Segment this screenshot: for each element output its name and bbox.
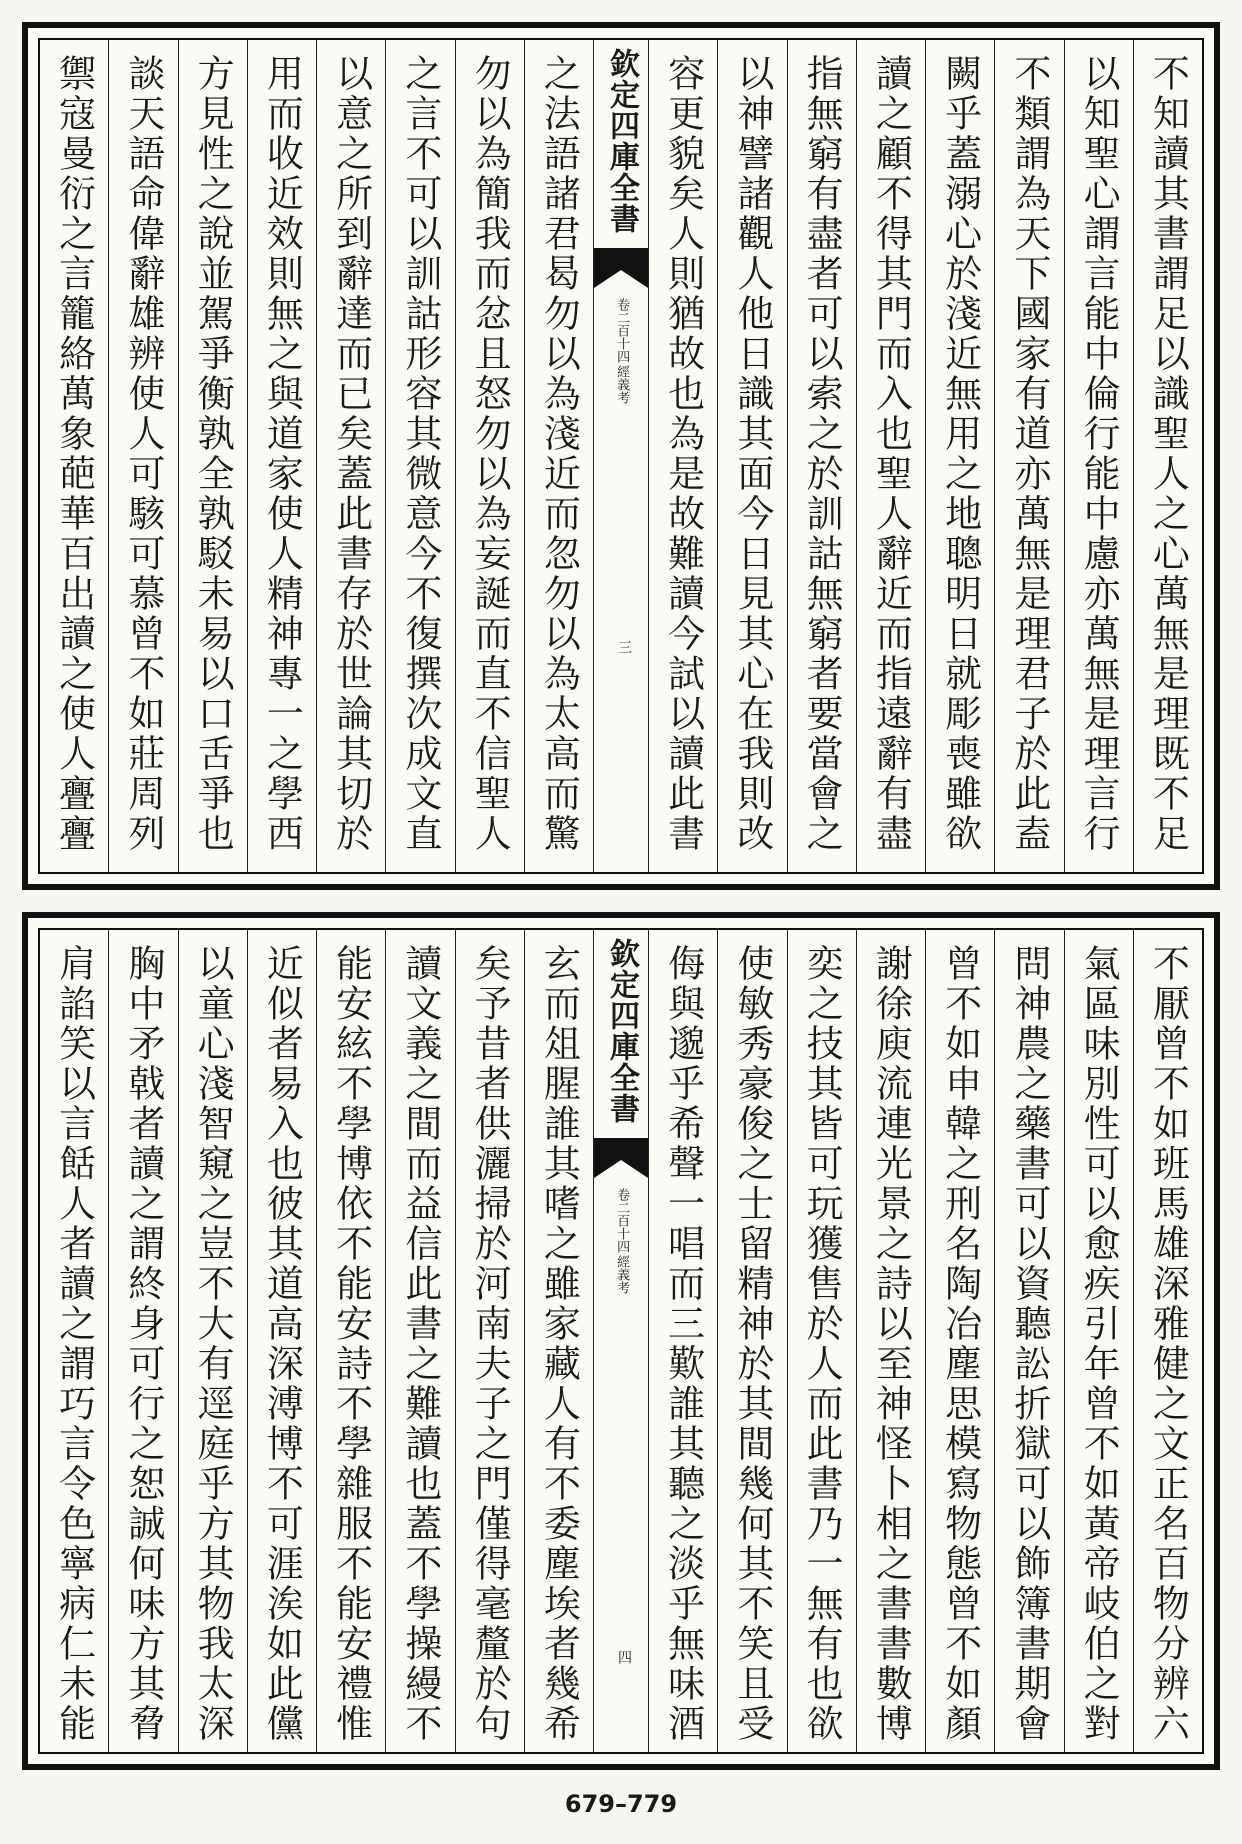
text-column — [108, 40, 177, 872]
column-text: 讀之顧不得其門而入也聖人辭近而指遠辭有盡 — [869, 54, 913, 854]
column-text: 玄而俎腥誰其嗜之雖家藏人有不委塵埃者幾希 — [537, 944, 581, 1744]
page-number: 679–779 — [564, 1790, 678, 1818]
gutter-volume: 卷二百十四 — [614, 1188, 630, 1253]
text-column — [1064, 930, 1133, 1752]
column-text: 禦寇曼衍之言籠絡萬象葩華百出讀之使人亹亹 — [52, 54, 96, 854]
column-text: 肩諂笑以言餂人者讀之謂巧言令色寧病仁未能 — [52, 944, 96, 1744]
text-column — [524, 40, 593, 872]
text-column — [385, 40, 454, 872]
page-gutter — [593, 40, 648, 872]
gutter-info — [614, 1188, 628, 1294]
column-text: 不知讀其書謂足以識聖人之心萬無是理既不足 — [1146, 54, 1190, 854]
text-column — [524, 930, 593, 1752]
text-column — [1133, 40, 1202, 872]
text-column — [108, 930, 177, 1752]
column-text: 以神譬諸觀人他日識其面今日見其心在我則改 — [730, 54, 774, 854]
text-column — [316, 40, 385, 872]
text-column — [1064, 40, 1133, 872]
column-text: 奕之技其皆可玩獲售於人而此書乃一無有也欲 — [800, 944, 844, 1744]
column-text: 方見性之說並駕爭衡孰全孰駁未易以口舌爭也 — [191, 54, 235, 854]
gutter-book: 經義考 — [614, 1255, 630, 1294]
column-text: 指無窮有盡者可以索之於訓詁無窮者要當會之 — [800, 54, 844, 854]
bottom-page-frame — [38, 928, 1204, 1754]
bottom-page — [22, 912, 1220, 1770]
text-column — [925, 930, 994, 1752]
column-text: 謝徐庾流連光景之詩以至神怪卜相之書書數博 — [869, 944, 913, 1744]
text-column — [994, 930, 1063, 1752]
text-column — [316, 930, 385, 1752]
text-column — [178, 930, 247, 1752]
fish-tail-mark-icon — [594, 1138, 648, 1178]
column-text: 用而收近效則無之與道家使人精神專一之學西 — [260, 54, 304, 854]
text-column — [648, 40, 717, 872]
column-text: 以知聖心謂言能中倫行能中慮亦萬無是理言行 — [1077, 54, 1121, 854]
text-column — [40, 930, 108, 1752]
top-page-frame — [38, 38, 1204, 874]
column-text: 近似者易入也彼其道高深溥博不可涯涘如此儻 — [260, 944, 304, 1744]
gutter-volume: 卷二百十四 — [614, 298, 630, 363]
column-text: 之法語諸君曷勿以為淺近而忽勿以為太高而驚 — [537, 54, 581, 854]
column-text: 能安絃不學博依不能安詩不學雜服不能安禮惟 — [329, 944, 373, 1744]
column-text: 問神農之藥書可以資聽訟折獄可以飾簿書期會 — [1007, 944, 1051, 1744]
gutter-page-number: 三 — [616, 640, 632, 654]
text-column — [247, 930, 316, 1752]
column-text: 以意之所到辭達而已矣蓋此書存於世論其切於 — [329, 54, 373, 854]
column-text: 曾不如申韓之刑名陶冶塵思模寫物態曾不如顏 — [938, 944, 982, 1744]
page-gutter — [593, 930, 648, 1752]
text-column — [40, 40, 108, 872]
gutter-title: 欽定四庫全書 — [604, 938, 639, 1124]
text-column — [787, 930, 856, 1752]
gutter-info — [614, 298, 628, 404]
column-text: 使敏秀豪俊之士留精神於其間幾何其不笑且受 — [730, 944, 774, 1744]
column-text: 侮與邈乎希聲一唱而三歎誰其聽之淡乎無味酒 — [661, 944, 705, 1744]
text-column — [856, 40, 925, 872]
text-column — [787, 40, 856, 872]
text-column — [385, 930, 454, 1752]
column-text: 以童心淺智窺之豈不大有逕庭乎方其物我太深 — [191, 944, 235, 1744]
text-column — [648, 930, 717, 1752]
column-text: 談天語命偉辭雄辨使人可駭可慕曾不如莊周列 — [121, 54, 165, 854]
top-page — [22, 22, 1220, 890]
text-column — [925, 40, 994, 872]
column-text: 讀文義之間而益信此書之難讀也蓋不學操縵不 — [398, 944, 442, 1744]
text-column — [455, 40, 524, 872]
text-column — [1133, 930, 1202, 1752]
gutter-book: 經義考 — [614, 365, 630, 404]
gutter-page-number: 四 — [616, 1650, 632, 1664]
column-text: 矣予昔者供灑掃於河南夫子之門僅得毫釐於句 — [468, 944, 512, 1744]
column-text: 闕乎蓋溺心於淺近無用之地聰明日就彫喪雖欲 — [938, 54, 982, 854]
text-column — [247, 40, 316, 872]
column-text: 容更貌矣人則猶故也為是故難讀今試以讀此書 — [661, 54, 705, 854]
column-text: 不厭曾不如班馬雄深雅健之文正名百物分辨六 — [1146, 944, 1190, 1744]
column-text: 不類謂為天下國家有道亦萬無是理君子於此盍 — [1007, 54, 1051, 854]
gutter-title: 欽定四庫全書 — [604, 48, 639, 234]
column-text: 氣區味別性可以愈疾引年曾不如黃帝岐伯之對 — [1077, 944, 1121, 1744]
column-text: 胸中矛戟者讀之謂終身可行之恕誠何味方其脅 — [121, 944, 165, 1744]
column-text: 勿以為簡我而忿且怒勿以為妄誕而直不信聖人 — [468, 54, 512, 854]
fish-tail-mark-icon — [594, 248, 648, 288]
text-column — [717, 40, 786, 872]
text-column — [455, 930, 524, 1752]
column-text: 之言不可以訓詁形容其微意今不復撰次成文直 — [398, 54, 442, 854]
text-column — [717, 930, 786, 1752]
text-column — [994, 40, 1063, 872]
text-column — [856, 930, 925, 1752]
text-column — [178, 40, 247, 872]
